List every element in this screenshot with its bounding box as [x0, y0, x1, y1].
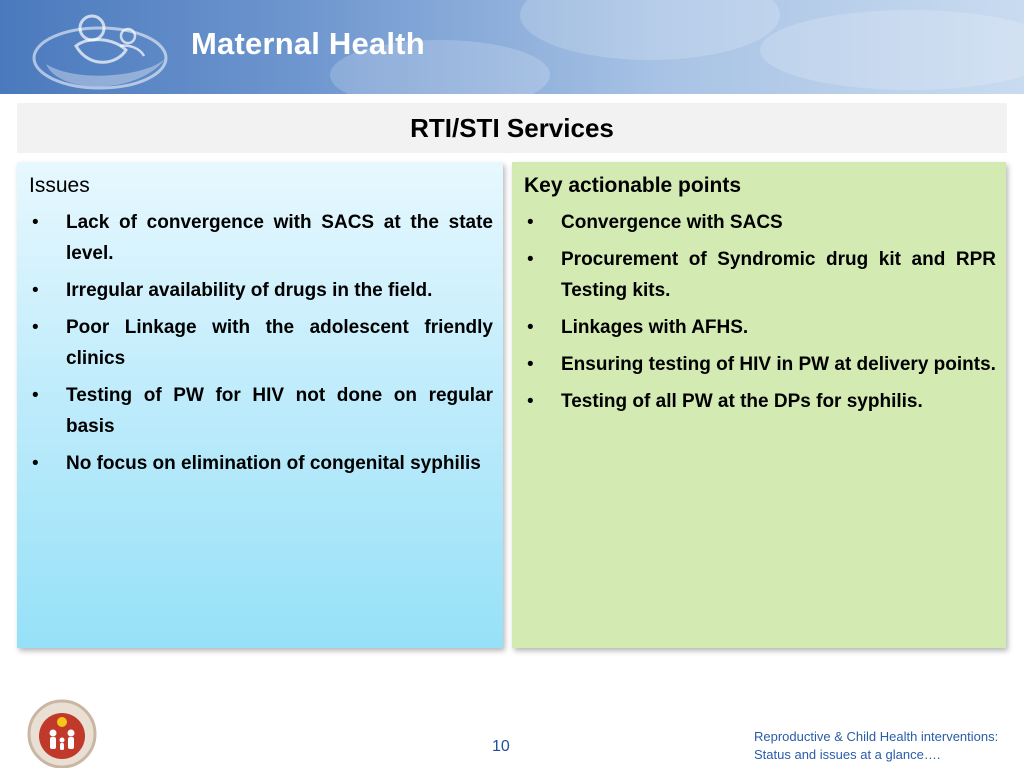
- issues-heading: Issues: [29, 174, 90, 197]
- bullet-icon: •: [527, 212, 534, 233]
- list-item-text: Testing of PW for HIV not done on regular basis: [66, 385, 493, 437]
- footer-caption-line1: Reproductive & Child Health interventions:: [754, 729, 999, 744]
- list-item-text: Lack of convergence with SACS at the state level.: [66, 212, 493, 264]
- bullet-icon: •: [527, 391, 534, 412]
- bullet-icon: •: [527, 317, 534, 338]
- issues-list: [29, 207, 493, 479]
- mother-child-icon: [28, 6, 178, 92]
- list-item: [29, 448, 493, 479]
- footer-caption-line2: Status and issues at a glance….: [754, 747, 941, 762]
- bullet-icon: •: [32, 280, 39, 301]
- list-item-text: Irregular availability of drugs in the field.: [66, 280, 433, 301]
- header-cloud: [520, 0, 780, 60]
- list-item: [29, 380, 493, 442]
- bullet-icon: •: [32, 317, 39, 338]
- list-item: [524, 386, 996, 417]
- list-item-text: Ensuring testing of HIV in PW at delivery points.: [561, 354, 996, 375]
- header-title: Maternal Health: [191, 26, 425, 61]
- actions-panel: [512, 162, 1006, 648]
- page-number: 10: [492, 738, 510, 755]
- list-item-text: Testing of all PW at the DPs for syphilis.: [561, 391, 923, 412]
- family-emblem-icon: [16, 696, 108, 768]
- list-item-text: Linkages with AFHS.: [561, 317, 749, 338]
- bullet-icon: •: [527, 354, 534, 375]
- list-item: [29, 207, 493, 269]
- list-item-text: No focus on elimination of congenital syphilis: [66, 453, 481, 474]
- section-bar: [17, 103, 1007, 153]
- list-item: [29, 275, 493, 306]
- actions-heading: Key actionable points: [524, 174, 742, 197]
- list-item-text: Convergence with SACS: [561, 212, 783, 233]
- bullet-icon: •: [32, 212, 39, 233]
- footer-caption: [754, 728, 1024, 764]
- list-item: [524, 244, 996, 306]
- list-item-text: Poor Linkage with the adolescent friendly clinics: [66, 317, 493, 369]
- header-cloud: [760, 10, 1024, 90]
- issues-panel: [17, 162, 503, 648]
- list-item: [29, 312, 493, 374]
- list-item-text: Procurement of Syndromic drug kit and RPR Testing kits.: [561, 249, 996, 301]
- bullet-icon: •: [527, 249, 534, 270]
- list-item: [524, 349, 996, 380]
- actions-list: [524, 207, 996, 417]
- slide-header: [0, 0, 1024, 94]
- bullet-icon: •: [32, 385, 39, 406]
- list-item: [524, 312, 996, 343]
- bullet-icon: •: [32, 453, 39, 474]
- section-title: RTI/STI Services: [410, 112, 614, 143]
- list-item: [524, 207, 996, 238]
